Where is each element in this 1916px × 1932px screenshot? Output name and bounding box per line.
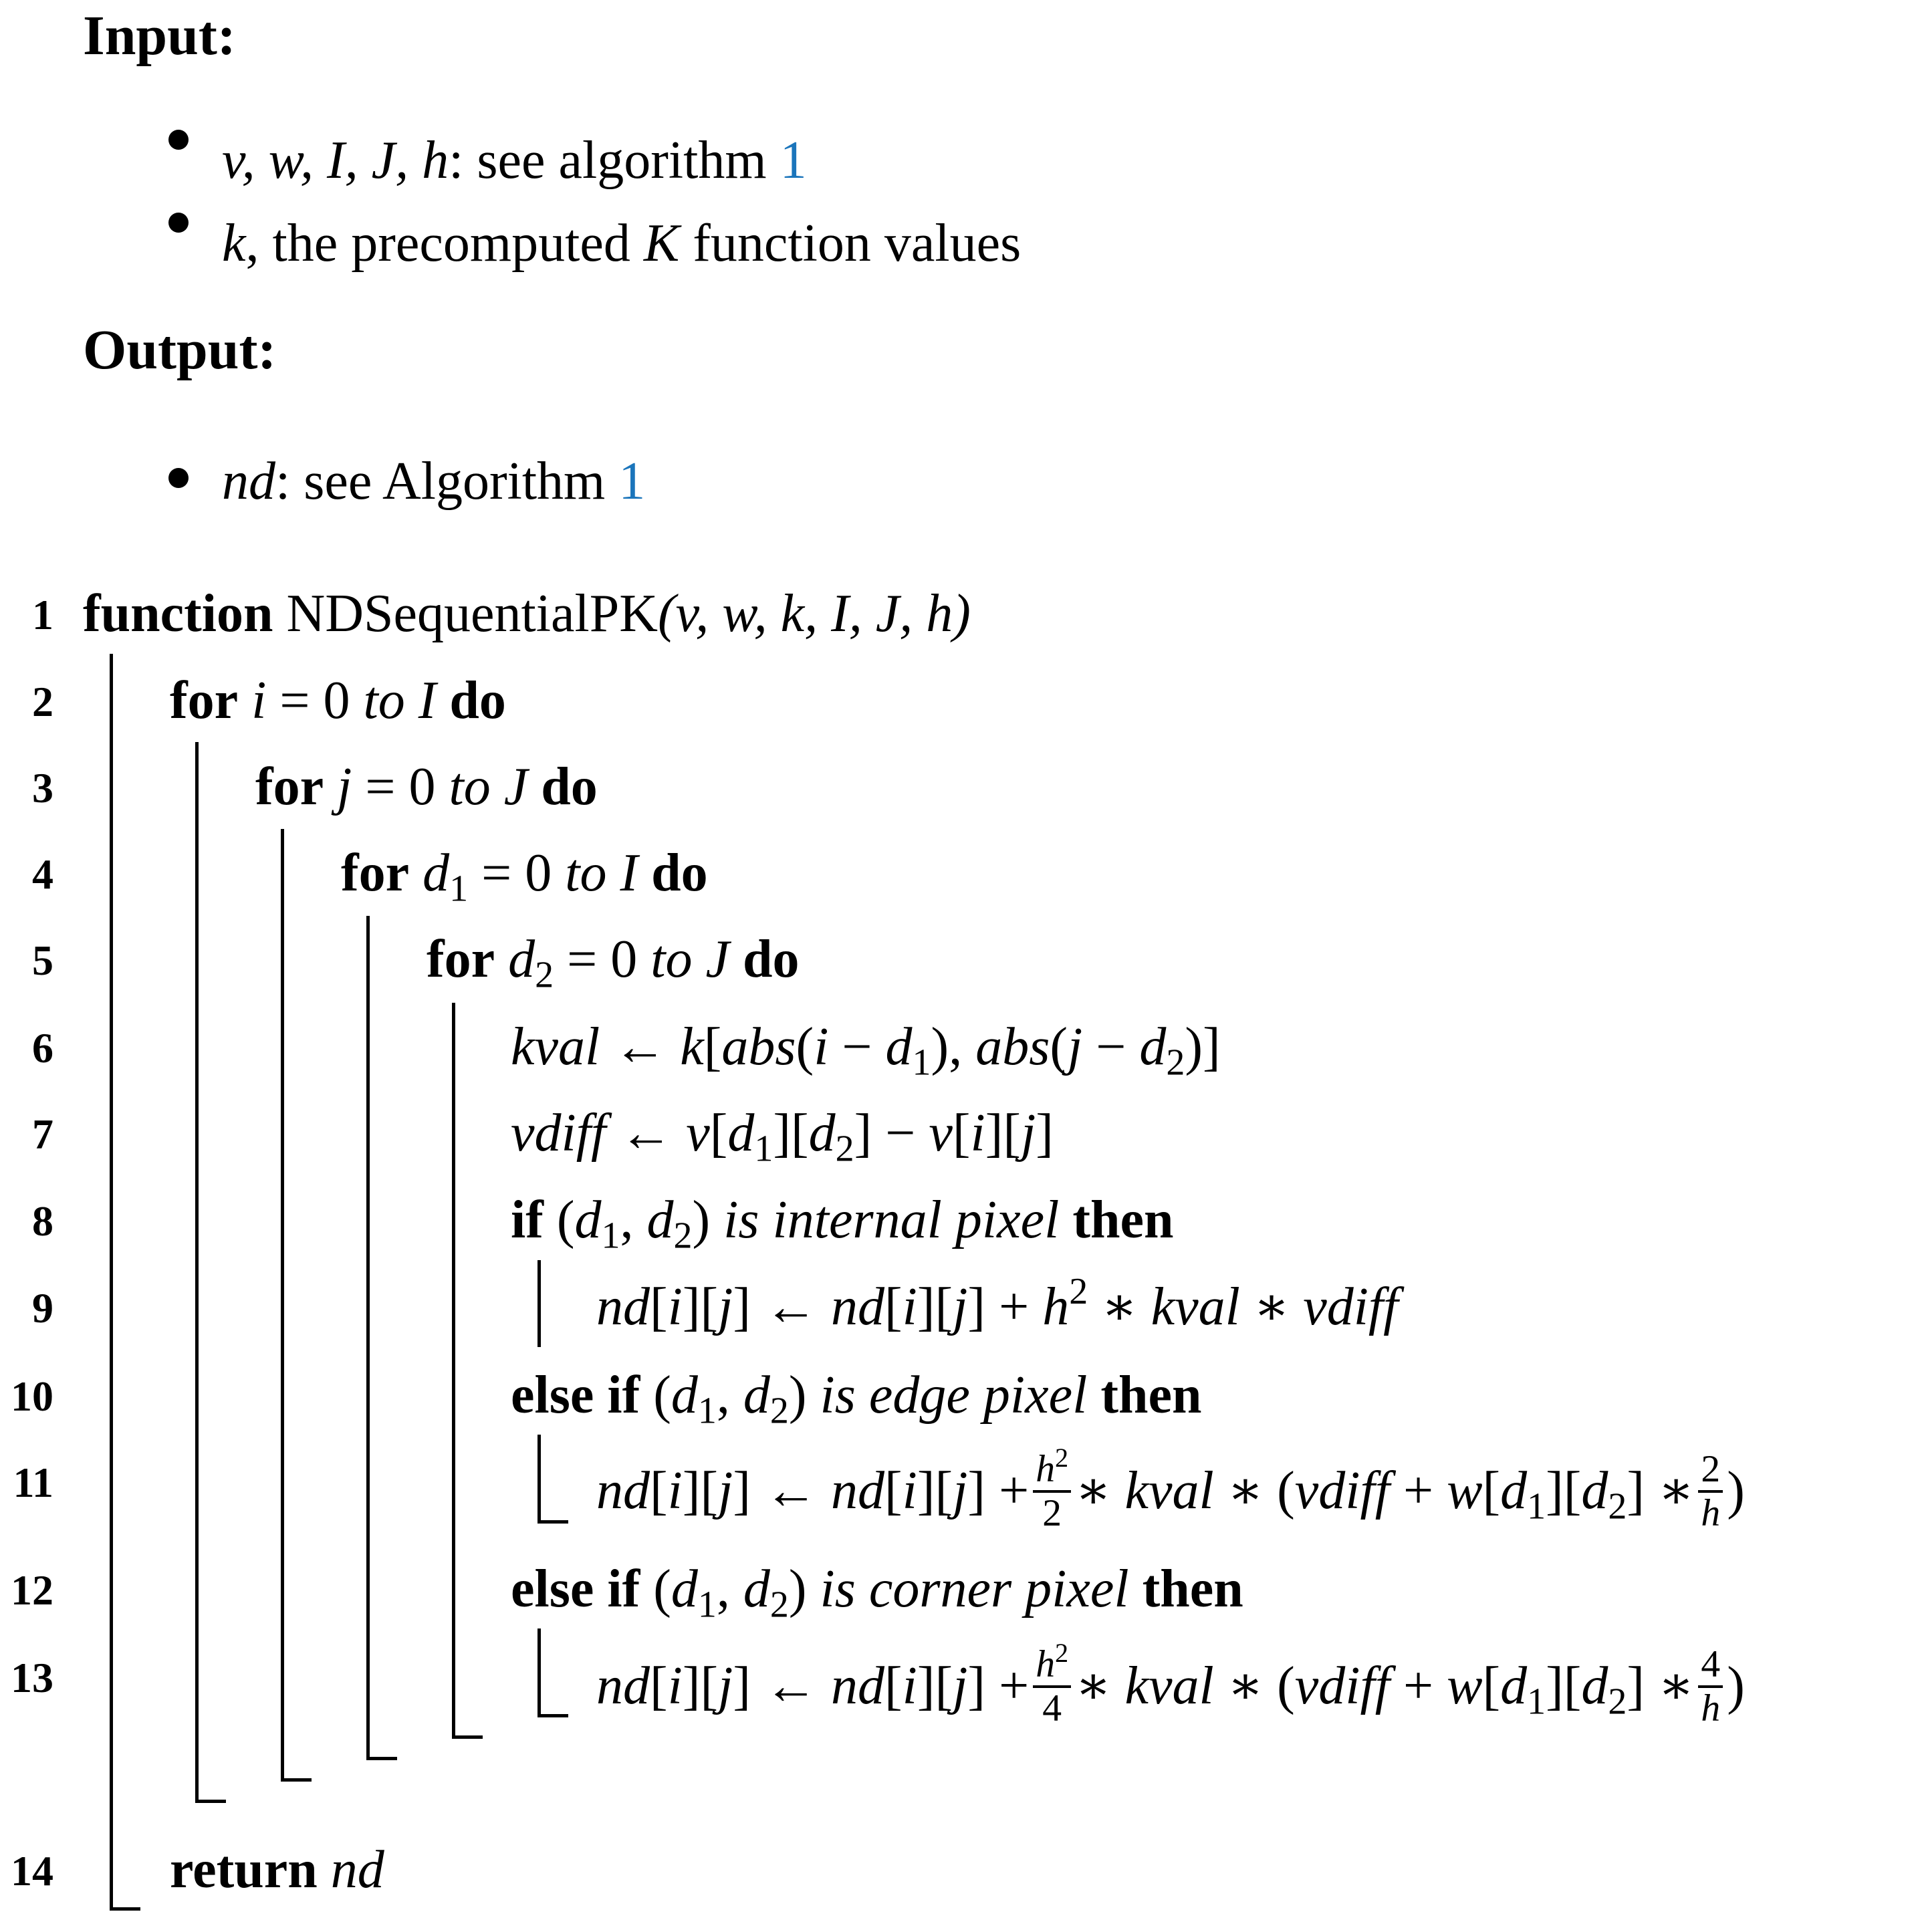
code-line-13-math: nd[i][j] ← nd[i][j] + $\frac{h^2}{4}$ ∗ kval ∗ (vdiff + $w[d_1][d_2]$ ∗ $\frac{4}{h}$ ) bbox=[596, 1637, 1745, 1729]
output-heading: Output: bbox=[83, 319, 277, 381]
input-item-2-text2: function values bbox=[679, 214, 1022, 273]
code-line-7-math: vdiff ← $v[d_1][d_2] - v[i][j]$ bbox=[511, 1104, 1054, 1170]
code-line-3 bbox=[255, 757, 598, 816]
block-rule-if-edge bbox=[537, 1435, 541, 1524]
input-item-1-vars: v, w, I, J, h bbox=[222, 131, 449, 190]
keyword-to: to bbox=[565, 844, 607, 902]
loop-limit: J bbox=[692, 930, 743, 989]
line-number: 10 bbox=[11, 1372, 53, 1420]
code-line-1 bbox=[83, 584, 971, 643]
keyword-if: if bbox=[511, 1191, 544, 1249]
loop-var: d bbox=[508, 930, 535, 989]
keyword-to: to bbox=[363, 671, 405, 730]
code-line-9 bbox=[596, 1271, 1399, 1336]
loop-limit: I bbox=[404, 671, 450, 730]
fraction-2-over-h: $\frac{2}{h}$ bbox=[1698, 1450, 1723, 1532]
keyword-else-if: else if bbox=[511, 1560, 640, 1618]
keyword-do: do bbox=[651, 844, 708, 902]
code-line-12 bbox=[511, 1560, 1243, 1626]
output-item-1-var: nd bbox=[222, 452, 275, 511]
block-foot-for-d1 bbox=[366, 1757, 397, 1760]
block-rule-for-i bbox=[195, 742, 199, 1802]
input-item-2-text: , the precomputed bbox=[245, 214, 644, 273]
line-number: 11 bbox=[13, 1459, 53, 1506]
code-line-11 bbox=[596, 1442, 1745, 1537]
line-number: 7 bbox=[32, 1110, 53, 1158]
keyword-function: function bbox=[83, 584, 273, 643]
code-line-9-math: nd[i][j] ← $nd[i][j] + h^2$ ∗ kval ∗ vdiff bbox=[596, 1271, 1399, 1336]
keyword-for: for bbox=[427, 930, 495, 989]
input-heading: Input: bbox=[83, 5, 236, 67]
fraction-h2-over-2: $\frac{h^2}{2}$ bbox=[1033, 1450, 1071, 1532]
algorithm-ref-link[interactable]: 1 bbox=[618, 452, 646, 511]
function-name: NDSequentialPK bbox=[286, 584, 658, 643]
block-rule-for-d2 bbox=[452, 1003, 455, 1739]
keyword-for: for bbox=[341, 844, 410, 902]
block-foot-if-edge bbox=[537, 1520, 568, 1524]
code-line-6-math: kval ← $k[abs(i - d_1)$, $abs(j - d_2)$] bbox=[511, 1017, 1221, 1084]
loop-start: = 0 bbox=[468, 844, 566, 902]
loop-var-subscript: 2 bbox=[535, 954, 554, 996]
code-line-6 bbox=[511, 1017, 1221, 1084]
condition-desc: is edge pixel bbox=[820, 1366, 1088, 1425]
code-line-2 bbox=[170, 671, 506, 730]
loop-start: = 0 bbox=[352, 757, 449, 816]
line-number: 4 bbox=[32, 850, 53, 898]
output-item-1 bbox=[222, 452, 646, 511]
block-rule-for-j bbox=[281, 829, 284, 1782]
keyword-else-if: else if bbox=[511, 1366, 640, 1425]
block-foot-for-j bbox=[281, 1778, 312, 1782]
code-line-7 bbox=[511, 1104, 1054, 1170]
keyword-then: then bbox=[1072, 1191, 1174, 1249]
block-foot-if-corner bbox=[537, 1714, 568, 1717]
algorithm-ref-link[interactable]: 1 bbox=[780, 131, 807, 190]
code-line-11-math: nd[i][j] ← nd[i][j] + $\frac{h^2}{2}$ ∗ kval ∗ (vdiff + $w[d_1][d_2]$ ∗ $\frac{2}{h}$ ) bbox=[596, 1442, 1745, 1534]
line-number: 5 bbox=[32, 937, 53, 984]
line-number: 8 bbox=[32, 1197, 53, 1245]
condition-desc: is corner pixel bbox=[820, 1560, 1129, 1618]
code-line-4 bbox=[341, 844, 708, 910]
line-number: 9 bbox=[32, 1284, 53, 1332]
bullet-icon bbox=[168, 468, 189, 488]
line-number: 3 bbox=[32, 764, 53, 812]
line-number: 1 bbox=[32, 591, 53, 638]
keyword-do: do bbox=[541, 757, 598, 816]
return-value: nd bbox=[330, 1840, 384, 1899]
condition-tuple: ($d_1$, $d_2$) bbox=[556, 1191, 711, 1257]
keyword-for: for bbox=[170, 671, 239, 730]
loop-var-subscript: 1 bbox=[449, 868, 469, 910]
keyword-for: for bbox=[255, 757, 324, 816]
code-line-10 bbox=[511, 1366, 1202, 1432]
keyword-to: to bbox=[449, 757, 491, 816]
code-line-8 bbox=[511, 1191, 1174, 1257]
function-args: (v, w, k, I, J, h) bbox=[658, 584, 971, 643]
input-item-2 bbox=[222, 214, 1022, 273]
keyword-return: return bbox=[170, 1840, 318, 1899]
input-item-1 bbox=[222, 131, 807, 190]
block-foot-function bbox=[110, 1907, 140, 1911]
output-item-1-text: : see Algorithm bbox=[275, 452, 619, 511]
bullet-icon bbox=[168, 213, 189, 233]
fraction-h2-over-4: $\frac{h^2}{4}$ bbox=[1033, 1645, 1071, 1727]
keyword-do: do bbox=[449, 671, 506, 730]
loop-limit: I bbox=[606, 844, 652, 902]
line-number: 13 bbox=[11, 1654, 53, 1701]
block-rule-for-d1 bbox=[366, 916, 370, 1760]
code-line-14 bbox=[170, 1840, 384, 1899]
loop-var: j bbox=[337, 757, 352, 816]
bullet-icon bbox=[168, 130, 189, 150]
block-foot-for-d2 bbox=[452, 1735, 483, 1739]
block-rule-if-corner bbox=[537, 1628, 541, 1717]
condition-desc: is internal pixel bbox=[723, 1191, 1060, 1249]
loop-start: = 0 bbox=[266, 671, 364, 730]
keyword-then: then bbox=[1142, 1560, 1243, 1618]
loop-var: d bbox=[423, 844, 450, 902]
keyword-do: do bbox=[743, 930, 800, 989]
line-number: 14 bbox=[11, 1847, 53, 1895]
fraction-4-over-h: $\frac{4}{h}$ bbox=[1698, 1645, 1723, 1727]
input-item-2-var2: K bbox=[643, 214, 680, 273]
condition-tuple: ($d_1$, $d_2$) bbox=[653, 1560, 807, 1626]
input-item-1-text: : see algorithm bbox=[449, 131, 780, 190]
block-rule-function bbox=[110, 654, 113, 1911]
loop-start: = 0 bbox=[554, 930, 651, 989]
code-line-5 bbox=[427, 930, 800, 996]
block-rule-if-internal bbox=[537, 1260, 541, 1347]
line-number: 6 bbox=[32, 1024, 53, 1072]
loop-var: i bbox=[251, 671, 267, 730]
line-number: 2 bbox=[32, 678, 53, 725]
block-foot-for-i bbox=[195, 1800, 226, 1803]
condition-tuple: ($d_1$, $d_2$) bbox=[653, 1366, 807, 1432]
keyword-to: to bbox=[650, 930, 693, 989]
keyword-then: then bbox=[1100, 1366, 1202, 1425]
code-line-13 bbox=[596, 1637, 1745, 1732]
input-item-2-var: k bbox=[222, 214, 246, 273]
loop-limit: J bbox=[490, 757, 542, 816]
line-number: 12 bbox=[11, 1566, 53, 1614]
